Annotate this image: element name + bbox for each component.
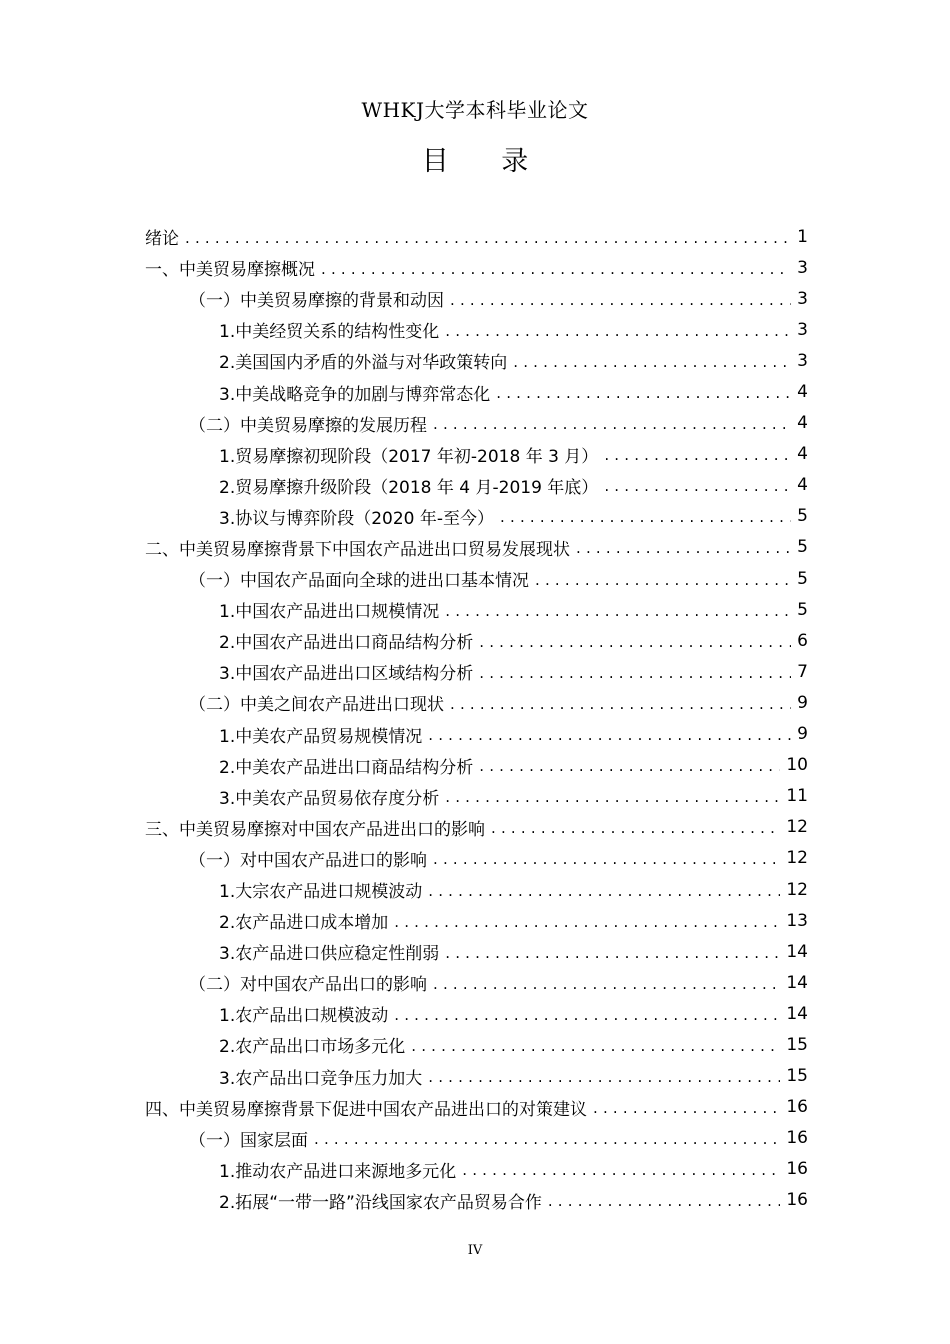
toc-entry-page: 14	[786, 1003, 808, 1024]
toc-dot-leader	[496, 384, 791, 402]
toc-entry-page: 3	[797, 319, 808, 340]
toc-dot-leader	[433, 975, 780, 993]
toc-entry-page: 16	[786, 1128, 808, 1149]
toc-entry[interactable]	[145, 843, 808, 874]
toc-dot-leader	[500, 508, 791, 526]
toc-entry-label: （一）国家层面	[189, 1130, 308, 1151]
toc-entry[interactable]	[145, 781, 808, 812]
toc-entry-label: 3.协议与博弈阶段（2020 年-至今）	[219, 508, 495, 529]
toc-entry-label: 2.美国国内矛盾的外溢与对华政策转向	[219, 353, 508, 374]
toc-entry-label: （二）对中国农产品出口的影响	[189, 975, 427, 996]
toc-entry-page: 12	[786, 848, 808, 869]
toc-entry[interactable]	[145, 283, 808, 314]
toc-entry[interactable]	[145, 967, 808, 998]
toc-entry-label: 3.农产品进口供应稳定性削弱	[219, 944, 440, 965]
toc-entry-page: 14	[786, 941, 808, 962]
toc-entry-page: 3	[797, 350, 808, 371]
toc-entry-label: 1.中国农产品进出口规模情况	[219, 602, 440, 623]
toc-entry-page: 10	[786, 755, 808, 776]
toc-dot-leader	[411, 1037, 780, 1055]
toc-entry-label: 2.农产品出口市场多元化	[219, 1037, 406, 1058]
toc-entry-page: 9	[797, 692, 808, 713]
toc-dot-leader	[314, 1130, 780, 1148]
toc-entry[interactable]	[145, 345, 808, 376]
toc-entry-page: 4	[797, 444, 808, 465]
toc-entry[interactable]	[145, 625, 808, 656]
toc-entry-page: 5	[797, 506, 808, 527]
toc-dot-leader	[445, 322, 791, 340]
toc-entry-label: （一）中国农产品面向全球的进出口基本情况	[189, 571, 529, 592]
toc-dot-leader	[604, 477, 791, 495]
toc-entry[interactable]	[145, 563, 808, 594]
toc-entry[interactable]	[145, 1185, 808, 1216]
toc-dot-leader	[450, 695, 791, 713]
toc-entry-page: 6	[797, 630, 808, 651]
toc-entry[interactable]	[145, 750, 808, 781]
toc-entry-page: 16	[786, 1190, 808, 1211]
toc-entry-label: 四、中美贸易摩擦背景下促进中国农产品进出口的对策建议	[145, 1099, 587, 1120]
toc-dot-leader	[433, 415, 791, 433]
toc-entry-page: 16	[786, 1159, 808, 1180]
toc-entry[interactable]	[145, 532, 808, 563]
toc-dot-leader	[576, 539, 791, 557]
toc-dot-leader	[513, 353, 791, 371]
toc-entry[interactable]	[145, 1029, 808, 1060]
toc-entry[interactable]	[145, 998, 808, 1029]
toc-entry-label: 1.推动农产品进口来源地多元化	[219, 1161, 457, 1182]
table-of-contents	[145, 221, 808, 1216]
toc-dot-leader	[428, 1068, 780, 1086]
toc-entry-page: 12	[786, 817, 808, 838]
toc-entry-label: 3.中美战略竞争的加剧与博弈常态化	[219, 384, 491, 405]
toc-entry-page: 3	[797, 257, 808, 278]
toc-entry[interactable]	[145, 221, 808, 252]
toc-entry-page: 16	[786, 1097, 808, 1118]
toc-entry-label: 1.中美经贸关系的结构性变化	[219, 322, 440, 343]
toc-entry-label: 二、中美贸易摩擦背景下中国农产品进出口贸易发展现状	[145, 539, 570, 560]
toc-entry-page: 13	[786, 910, 808, 931]
toc-dot-leader	[428, 726, 791, 744]
page-number: IV	[467, 1243, 483, 1258]
toc-entry[interactable]	[145, 1061, 808, 1092]
toc-entry-label: 3.中国农产品进出口区域结构分析	[219, 664, 474, 685]
toc-dot-leader	[535, 571, 791, 589]
toc-entry-label: 2.拓展“一带一路”沿线国家农产品贸易合作	[219, 1192, 542, 1213]
document-header: WHKJ大学本科毕业论文	[361, 98, 589, 122]
toc-dot-leader	[321, 260, 791, 278]
toc-entry-label: （二）中美贸易摩擦的发展历程	[189, 415, 427, 436]
toc-title: 目 录	[421, 146, 551, 177]
toc-entry-page: 15	[786, 1034, 808, 1055]
toc-entry[interactable]	[145, 439, 808, 470]
toc-entry-label: 3.农产品出口竞争压力加大	[219, 1068, 423, 1089]
toc-entry[interactable]	[145, 812, 808, 843]
toc-entry-page: 12	[786, 879, 808, 900]
toc-entry-page: 7	[797, 661, 808, 682]
toc-entry-page: 11	[786, 786, 808, 807]
toc-dot-leader	[394, 1006, 780, 1024]
toc-dot-leader	[479, 757, 780, 775]
toc-dot-leader	[462, 1161, 780, 1179]
toc-entry-label: 一、中美贸易摩擦概况	[145, 260, 315, 281]
toc-dot-leader	[445, 944, 780, 962]
toc-entry[interactable]	[145, 687, 808, 718]
toc-entry[interactable]	[145, 594, 808, 625]
toc-entry[interactable]	[145, 1092, 808, 1123]
toc-entry-page: 3	[797, 288, 808, 309]
toc-entry-page: 9	[797, 724, 808, 745]
toc-dot-leader	[593, 1099, 780, 1117]
toc-entry-page: 5	[797, 537, 808, 558]
toc-entry-label: （一）对中国农产品进口的影响	[189, 850, 427, 871]
toc-entry-label: 3.中美农产品贸易依存度分析	[219, 788, 440, 809]
toc-dot-leader	[479, 633, 791, 651]
toc-entry[interactable]	[145, 905, 808, 936]
toc-entry-label: 2.农产品进口成本增加	[219, 913, 389, 934]
toc-entry-label: 1.农产品出口规模波动	[219, 1006, 389, 1027]
toc-entry[interactable]	[145, 408, 808, 439]
toc-entry[interactable]	[145, 314, 808, 345]
toc-dot-leader	[548, 1192, 781, 1210]
toc-dot-leader	[394, 913, 780, 931]
toc-entry-page: 5	[797, 599, 808, 620]
toc-entry-page: 4	[797, 413, 808, 434]
toc-dot-leader	[604, 446, 791, 464]
toc-entry-label: 1.大宗农产品进口规模波动	[219, 882, 423, 903]
toc-entry-label: 三、中美贸易摩擦对中国农产品进出口的影响	[145, 819, 485, 840]
toc-entry-label: 2.中国农产品进出口商品结构分析	[219, 633, 474, 654]
toc-dot-leader	[185, 229, 791, 247]
toc-dot-leader	[479, 664, 791, 682]
toc-entry[interactable]	[145, 470, 808, 501]
toc-entry[interactable]	[145, 936, 808, 967]
toc-dot-leader	[450, 291, 791, 309]
toc-dot-leader	[491, 819, 780, 837]
toc-entry-page: 4	[797, 382, 808, 403]
toc-entry-page: 14	[786, 972, 808, 993]
toc-entry[interactable]	[145, 376, 808, 407]
toc-entry-label: 1.中美农产品贸易规模情况	[219, 726, 423, 747]
toc-entry-label: 绪论	[145, 229, 179, 250]
toc-dot-leader	[428, 882, 780, 900]
toc-entry-page: 4	[797, 475, 808, 496]
toc-entry-label: 2.贸易摩擦升级阶段（2018 年 4 月-2019 年底）	[219, 477, 599, 498]
toc-entry[interactable]	[145, 252, 808, 283]
toc-entry-page: 5	[797, 568, 808, 589]
toc-entry[interactable]	[145, 501, 808, 532]
toc-entry-label: 1.贸易摩擦初现阶段（2017 年初-2018 年 3 月）	[219, 446, 599, 467]
toc-entry-page: 15	[786, 1066, 808, 1087]
toc-entry-page: 1	[797, 226, 808, 247]
toc-entry-label: （一）中美贸易摩擦的背景和动因	[189, 291, 444, 312]
toc-entry[interactable]	[145, 1123, 808, 1154]
toc-entry[interactable]	[145, 719, 808, 750]
toc-entry-label: （二）中美之间农产品进出口现状	[189, 695, 444, 716]
toc-dot-leader	[433, 850, 780, 868]
toc-entry[interactable]	[145, 656, 808, 687]
toc-entry-label: 2.中美农产品进出口商品结构分析	[219, 757, 474, 778]
toc-entry[interactable]	[145, 1154, 808, 1185]
toc-dot-leader	[445, 602, 791, 620]
toc-dot-leader	[445, 788, 780, 806]
toc-entry[interactable]	[145, 874, 808, 905]
